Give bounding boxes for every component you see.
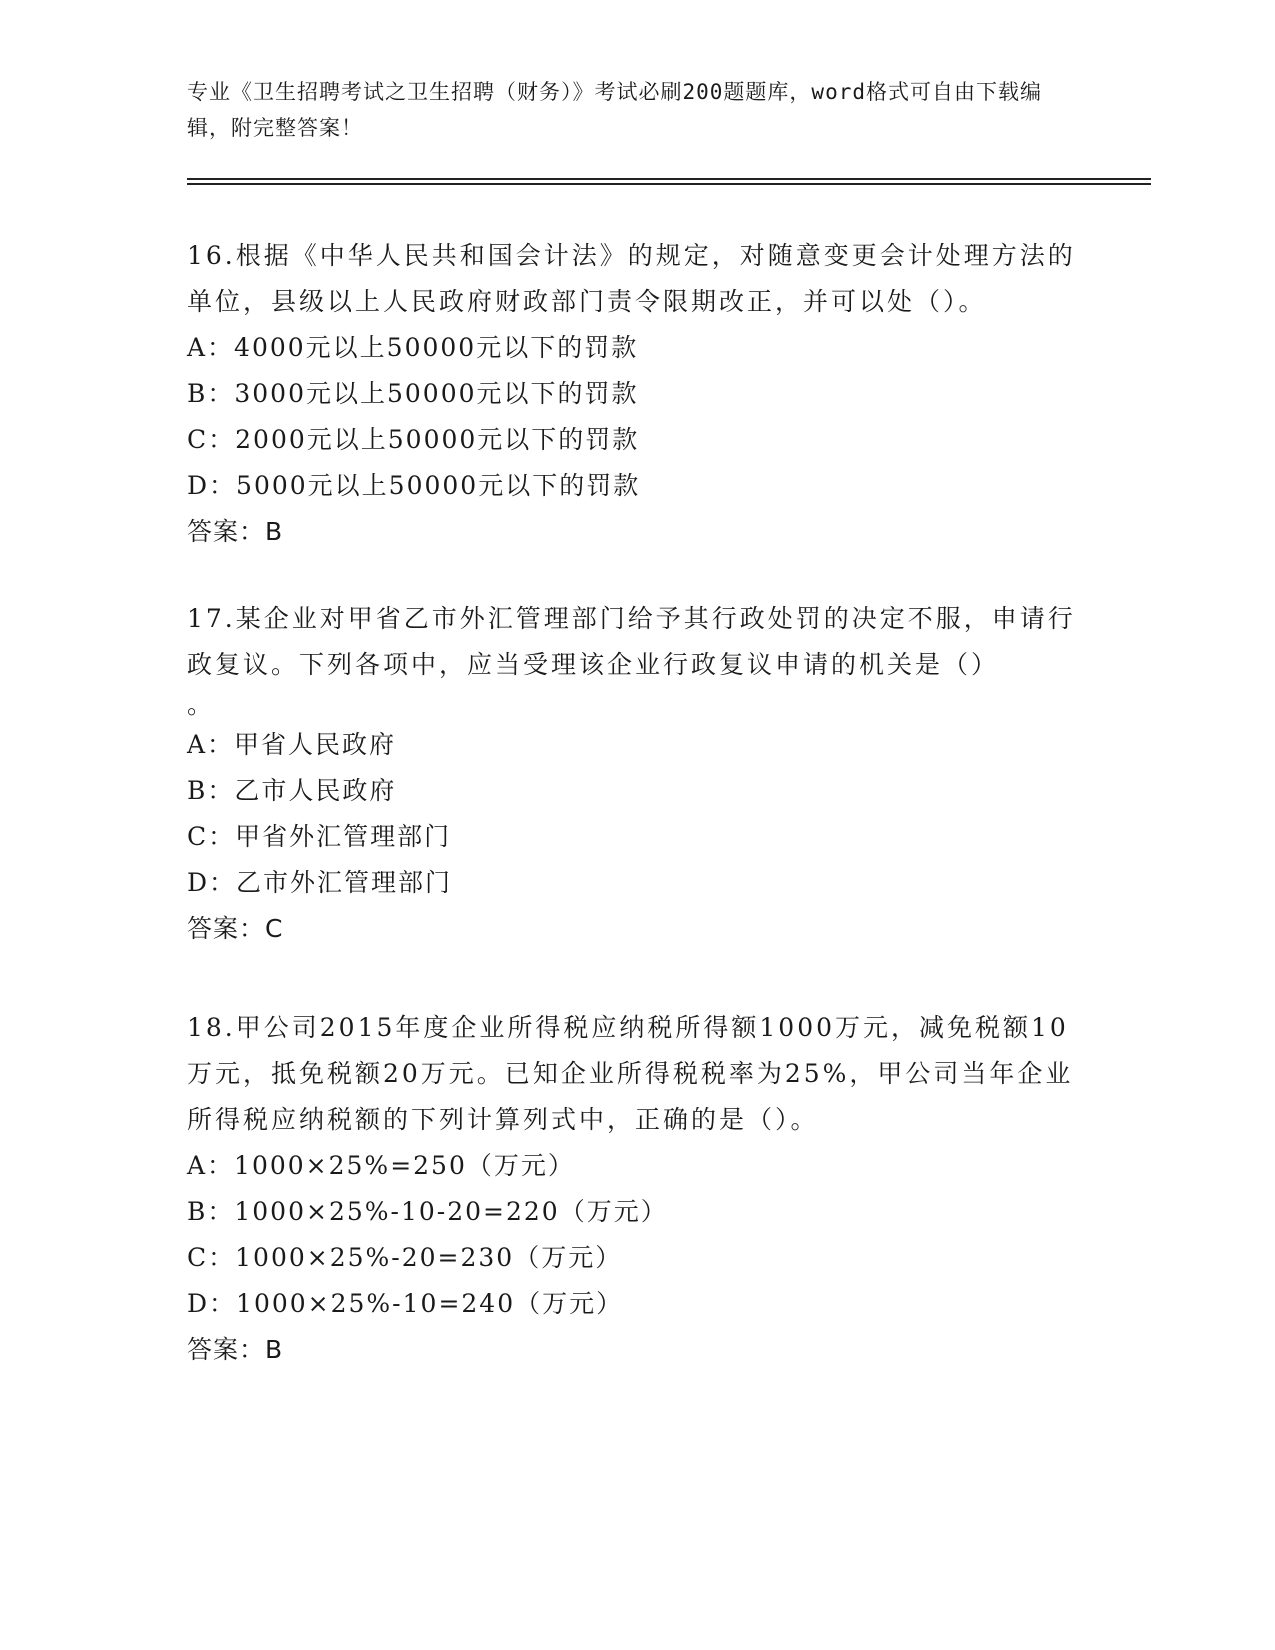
question-16 xyxy=(187,233,1087,555)
document-header: 专业《卫生招聘考试之卫生招聘（财务）》考试必刷200题题库，word格式可自由下载编辑，附完整答案！ xyxy=(187,80,1042,140)
question-stem: 17.某企业对甲省乙市外汇管理部门给予其行政处罚的决定不服，申请行政复议。下列各项中，应当受理该企业行政复议申请的机关是（） xyxy=(187,604,1076,679)
question-18 xyxy=(187,1005,1087,1373)
header-divider-top xyxy=(187,178,1151,180)
option-d: D：1000×25%-10=240（万元） xyxy=(187,1289,624,1318)
option-b: B：1000×25%-10-20=220（万元） xyxy=(187,1197,668,1226)
question-stem: 16.根据《中华人民共和国会计法》的规定，对随意变更会计处理方法的单位，县级以上人民政府财政部门责令限期改正，并可以处（）。 xyxy=(187,241,1076,316)
header-divider-bottom xyxy=(187,183,1151,185)
option-a: A：甲省人民政府 xyxy=(187,730,397,759)
option-d: D：乙市外汇管理部门 xyxy=(187,868,453,897)
option-a: A：1000×25%=250（万元） xyxy=(187,1151,575,1180)
option-c: C：甲省外汇管理部门 xyxy=(187,822,452,851)
question-17 xyxy=(187,596,1087,952)
answer-line: 答案：B xyxy=(187,517,284,546)
answer-line: 答案：B xyxy=(187,1335,284,1364)
answer-line: 答案：C xyxy=(187,914,284,943)
question-stem-tail: 。 xyxy=(187,690,213,719)
option-a: A：4000元以上50000元以下的罚款 xyxy=(187,333,639,362)
option-d: D：5000元以上50000元以下的罚款 xyxy=(187,471,641,500)
option-b: B：3000元以上50000元以下的罚款 xyxy=(187,379,639,408)
option-b: B：乙市人民政府 xyxy=(187,776,397,805)
option-c: C：1000×25%-20=230（万元） xyxy=(187,1243,623,1272)
question-stem: 18.甲公司2015年度企业所得税应纳税所得额1000万元，减免税额10万元，抵免税额20万元。已知企业所得税税率为25%，甲公司当年企业所得税应纳税额的下列计算列式中，正确的是（）。 xyxy=(187,1013,1074,1134)
option-c: C：2000元以上50000元以下的罚款 xyxy=(187,425,640,454)
